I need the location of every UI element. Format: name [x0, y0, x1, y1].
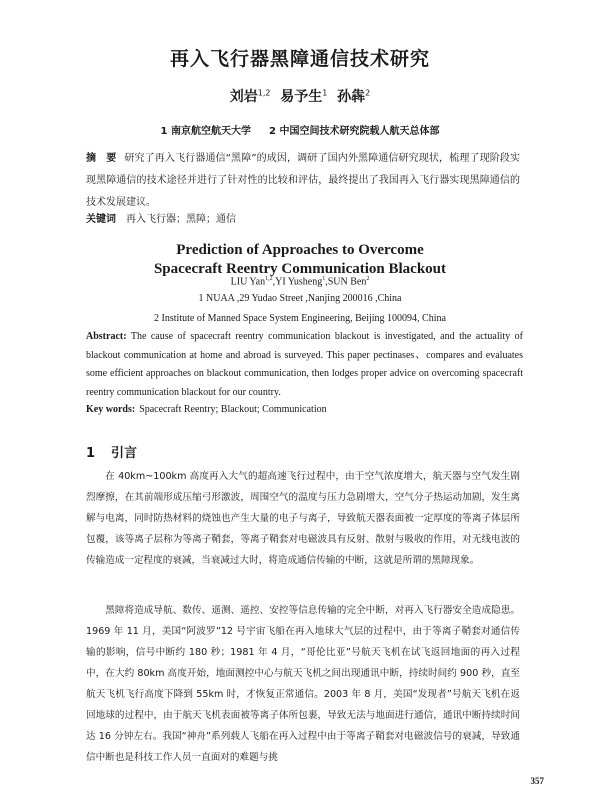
section-title: 引言: [111, 446, 138, 461]
body-paragraph-1: 在 40km~100km 高度再入大气的超高速飞行过程中，由于空气浓度增大，航天器与空气发生剧烈摩擦，在其前端形成压缩弓形激波，周围空气的温度与压力急剧增大，空气分子热运动加剧，发生离解与电离，同时防热材料的烧蚀也产生大量的电子与离子，导致航天器表面被一定厚度的等离子体层所包覆，该等离子层称为等离子鞘套，等离子鞘套对电磁波具有反射、散射与吸收的作用，对无线电波的传输造成一定程度的衰减，当衰减过大时，将造成通信传输的中断，这就是所谓的黑障现象。: [86, 471, 520, 566]
affiliation-2: 2 中国空间技术研究院载人航天总体部: [269, 126, 440, 137]
english-abstract: [86, 328, 523, 402]
chinese-title: 再入飞行器黑障通信技术研究: [169, 48, 430, 70]
section-number: 1: [86, 446, 96, 461]
author-name: SUN Ben: [327, 276, 367, 288]
body-paragraph-2: 黑障将造成导航、数传、遥测、遥控、安控等信息传输的完全中断，对再入飞行器安全造成隐患。1969 年 11 月，美国“阿波罗”12 号宇宙飞船在再入地球大气层的过程中，由于等离子鞘套对通信传输的影响，信号中断约 180 秒；1981 年 4 月，“哥伦比亚”号航天飞机在试飞返回地面的再入过程中，在大约 80km 高度开始，地面测控中心与航天飞机之间出现通讯中断，持续时间约 900 秒，直至航天飞机飞行高度下降到 55km 时，才恢复正常通信。2003 年 8 月，美国“发现者”号航天飞机在返回地球的过程中，由于航天飞机表面被等离子体所包裹，导致无法与地面进行通信，通讯中断持续时间达 16 分钟左右。我国“神舟”系列载人飞船在再入过程中由于等离子鞘套对电磁波信号的衰减，导致通信中断也是科技工作人员一直面对的难题与挑: [86, 605, 520, 763]
english-keywords: [86, 404, 523, 415]
chinese-keywords-label: 关键词: [86, 214, 116, 225]
chinese-keywords-text: 再入飞行器；黑障；通信: [126, 214, 236, 225]
english-title-line-2: Spacecraft Reentry Communication Blackout: [153, 261, 447, 277]
english-authors: LIU Yan$^{1,2}$,YI Yusheng$^1$,SUN Ben$^2$: [230, 276, 370, 288]
section-heading: [86, 442, 137, 461]
page-number: 357: [530, 776, 544, 786]
author-name: 刘岩: [229, 89, 258, 105]
author-sup: 2: [365, 88, 371, 98]
english-title: [0, 241, 600, 279]
english-keywords-text: Spacecraft Reentry; Blackout; Communication: [139, 404, 327, 415]
author-name: LIU Yan: [230, 276, 266, 288]
english-affiliation-1: 1 NUAA ,29 Yudao Street ,Nanjing 200016 ,China: [198, 293, 402, 304]
author-sup: 1,2: [257, 88, 271, 98]
affiliation-1: 1 南京航空航天大学: [160, 126, 251, 137]
chinese-abstract: [86, 148, 520, 214]
chinese-abstract-text: 研究了再入飞行器通信“黑障”的成因，调研了国内外黑障通信研究现状，梳理了现阶段实现黑障通信的技术途径并进行了针对性的比较和评估，最终提出了我国再入飞行器实现黑障通信的技术发展建议。: [86, 153, 520, 208]
chinese-keywords: [86, 210, 520, 225]
author-sup: 1,2: [265, 276, 273, 282]
english-abstract-label: Abstract:: [86, 331, 127, 342]
chinese-abstract-label: 摘 要: [86, 153, 117, 164]
author-name: 孙犇: [337, 89, 366, 105]
chinese-authors: [0, 86, 600, 106]
english-title-line-1: Prediction of Approaches to Overcome: [176, 242, 424, 258]
author-sup: 2: [366, 276, 370, 282]
author-name: 易予生: [280, 89, 323, 105]
english-affiliation-2: 2 Institute of Manned Space System Engineering, Beijing 100094, China: [154, 313, 446, 324]
author-name: YI Yusheng: [275, 276, 323, 288]
english-abstract-text: The cause of spacecraft reentry communication blackout is investigated, and the actuality of blackout communication at home and abroad is surveyed. This paper pectinases、compares and evaluates some efficient approaches on blackout communication, then lodges proper advice on overcoming spacecraft reentry communication blackout for our country.: [86, 331, 523, 398]
english-keywords-label: Key words:: [86, 404, 136, 415]
author-sup: 1: [322, 276, 326, 282]
chinese-affiliations: [0, 122, 600, 137]
author-sup: 1: [322, 88, 328, 98]
